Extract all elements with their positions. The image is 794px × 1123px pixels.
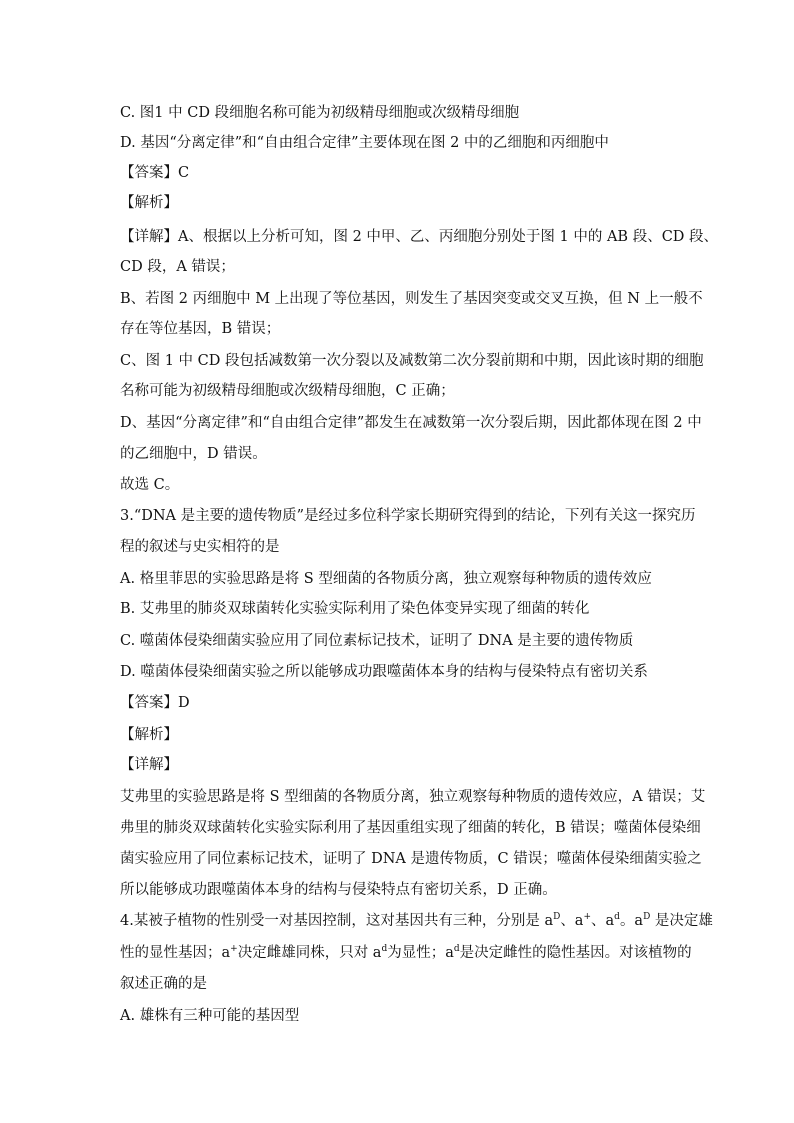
q2-conclusion: 故选 C。 (120, 477, 180, 493)
q3-option-c: C. 噬菌体侵染细菌实验应用了同位素标记技术，证明了 DNA 是主要的遗传物质 (120, 633, 634, 649)
q2-detail-line: 【详解】A、根据以上分析可知，图 2 中甲、乙、丙细胞分别处于图 1 中的 AB 段、CD 段、 (120, 229, 719, 245)
q3-detail-line: 弗里的肺炎双球菌转化实验实际利用了基因重组实现了细菌的转化，B 错误；噬菌体侵染细 (120, 820, 701, 836)
q3-stem-line: 3.“DNA 是主要的遗传物质”是经过多位科学家长期研究得到的结论，下列有关这一探究历 (120, 508, 696, 524)
q4-text: 为显性；a (387, 945, 454, 961)
q2-detail-line: D、基因“分离定律”和“自由组合定律”都发生在减数第一次分裂后期，因此都体现在图 2 中 (120, 415, 702, 431)
q2-detail-line: C、图 1 中 CD 段包括减数第一次分裂以及减数第二次分裂前期和中期，因此该时期的细胞 (120, 353, 704, 369)
superscript-d-lower: d (453, 944, 460, 955)
q3-option-d: D. 噬菌体侵染细菌实验之所以能够成功跟噬菌体本身的结构与侵染特点有密切关系 (120, 664, 648, 680)
q3-stem-line: 程的叙述与史实相符的是 (120, 539, 280, 555)
superscript-d: D (553, 912, 561, 923)
q3-answer: 【答案】D (120, 695, 190, 711)
q2-detail-line: CD 段，A 错误； (120, 259, 235, 275)
q3-detail-line: 所以能够成功跟噬菌体本身的结构与侵染特点有密切关系，D 正确。 (120, 882, 557, 898)
q2-option-d: D. 基因“分离定律”和“自由组合定律”主要体现在图 2 中的乙细胞和丙细胞中 (120, 135, 609, 151)
q4-stem-line-2 (120, 943, 692, 963)
q3-detail-heading: 【详解】 (120, 757, 178, 773)
superscript-d: D (643, 912, 651, 923)
q3-detail-line: 艾弗里的实验思路是将 S 型细菌的各物质分离，独立观察每种物质的遗传效应，A 错误；艾 (120, 789, 706, 805)
superscript-d-lower: d (381, 944, 388, 955)
q4-text: 。a (619, 913, 644, 929)
q2-analysis-heading: 【解析】 (120, 195, 178, 211)
q2-answer: 【答案】C (120, 165, 190, 181)
q2-option-c: C. 图1 中 CD 段细胞名称可能为初级精母细胞或次级精母细胞 (120, 105, 520, 121)
q4-option-a: A. 雄株有三种可能的基因型 (120, 1008, 300, 1024)
q2-detail-line: 存在等位基因，B 错误； (120, 321, 281, 337)
q2-detail-line: 的乙细胞中，D 错误。 (120, 446, 267, 462)
q4-text: 4.某被子植物的性别受一对基因控制，这对基因共有三种，分别是 a (120, 913, 554, 929)
q3-detail-line: 菌实验应用了同位素标记技术，证明了 DNA 是遗传物质，C 错误；噬菌体侵染细菌实验之 (120, 851, 702, 867)
q2-detail-line: B、若图 2 丙细胞中 M 上出现了等位基因，则发生了基因突变或交叉互换，但 N 上一般不 (120, 291, 703, 307)
q4-stem-line-1 (120, 911, 713, 931)
q4-text: 是决定雄 (650, 913, 713, 929)
q4-stem-line-3: 叙述正确的是 (120, 976, 207, 992)
superscript-d-lower: d (614, 912, 620, 923)
superscript-plus: + (230, 944, 238, 955)
q3-analysis-heading: 【解析】 (120, 727, 178, 743)
q4-text: 是决定雌性的隐性基因。对该植物的 (459, 945, 692, 961)
q4-text: 决定雌雄同株，只对 a (237, 945, 382, 961)
q4-text: 、a (591, 913, 615, 929)
q2-detail-line: 名称可能为初级精母细胞或次级精母细胞，C 正确； (120, 383, 455, 399)
q3-option-a: A. 格里菲思的实验思路是将 S 型细菌的各物质分离，独立观察每种物质的遗传效应 (120, 571, 652, 587)
superscript-plus: + (583, 912, 592, 923)
q4-text: 、a (560, 913, 584, 929)
q4-text: 性的显性基因；a (120, 945, 231, 961)
q3-option-b: B. 艾弗里的肺炎双球菌转化实验实际利用了染色体变异实现了细菌的转化 (120, 601, 590, 617)
